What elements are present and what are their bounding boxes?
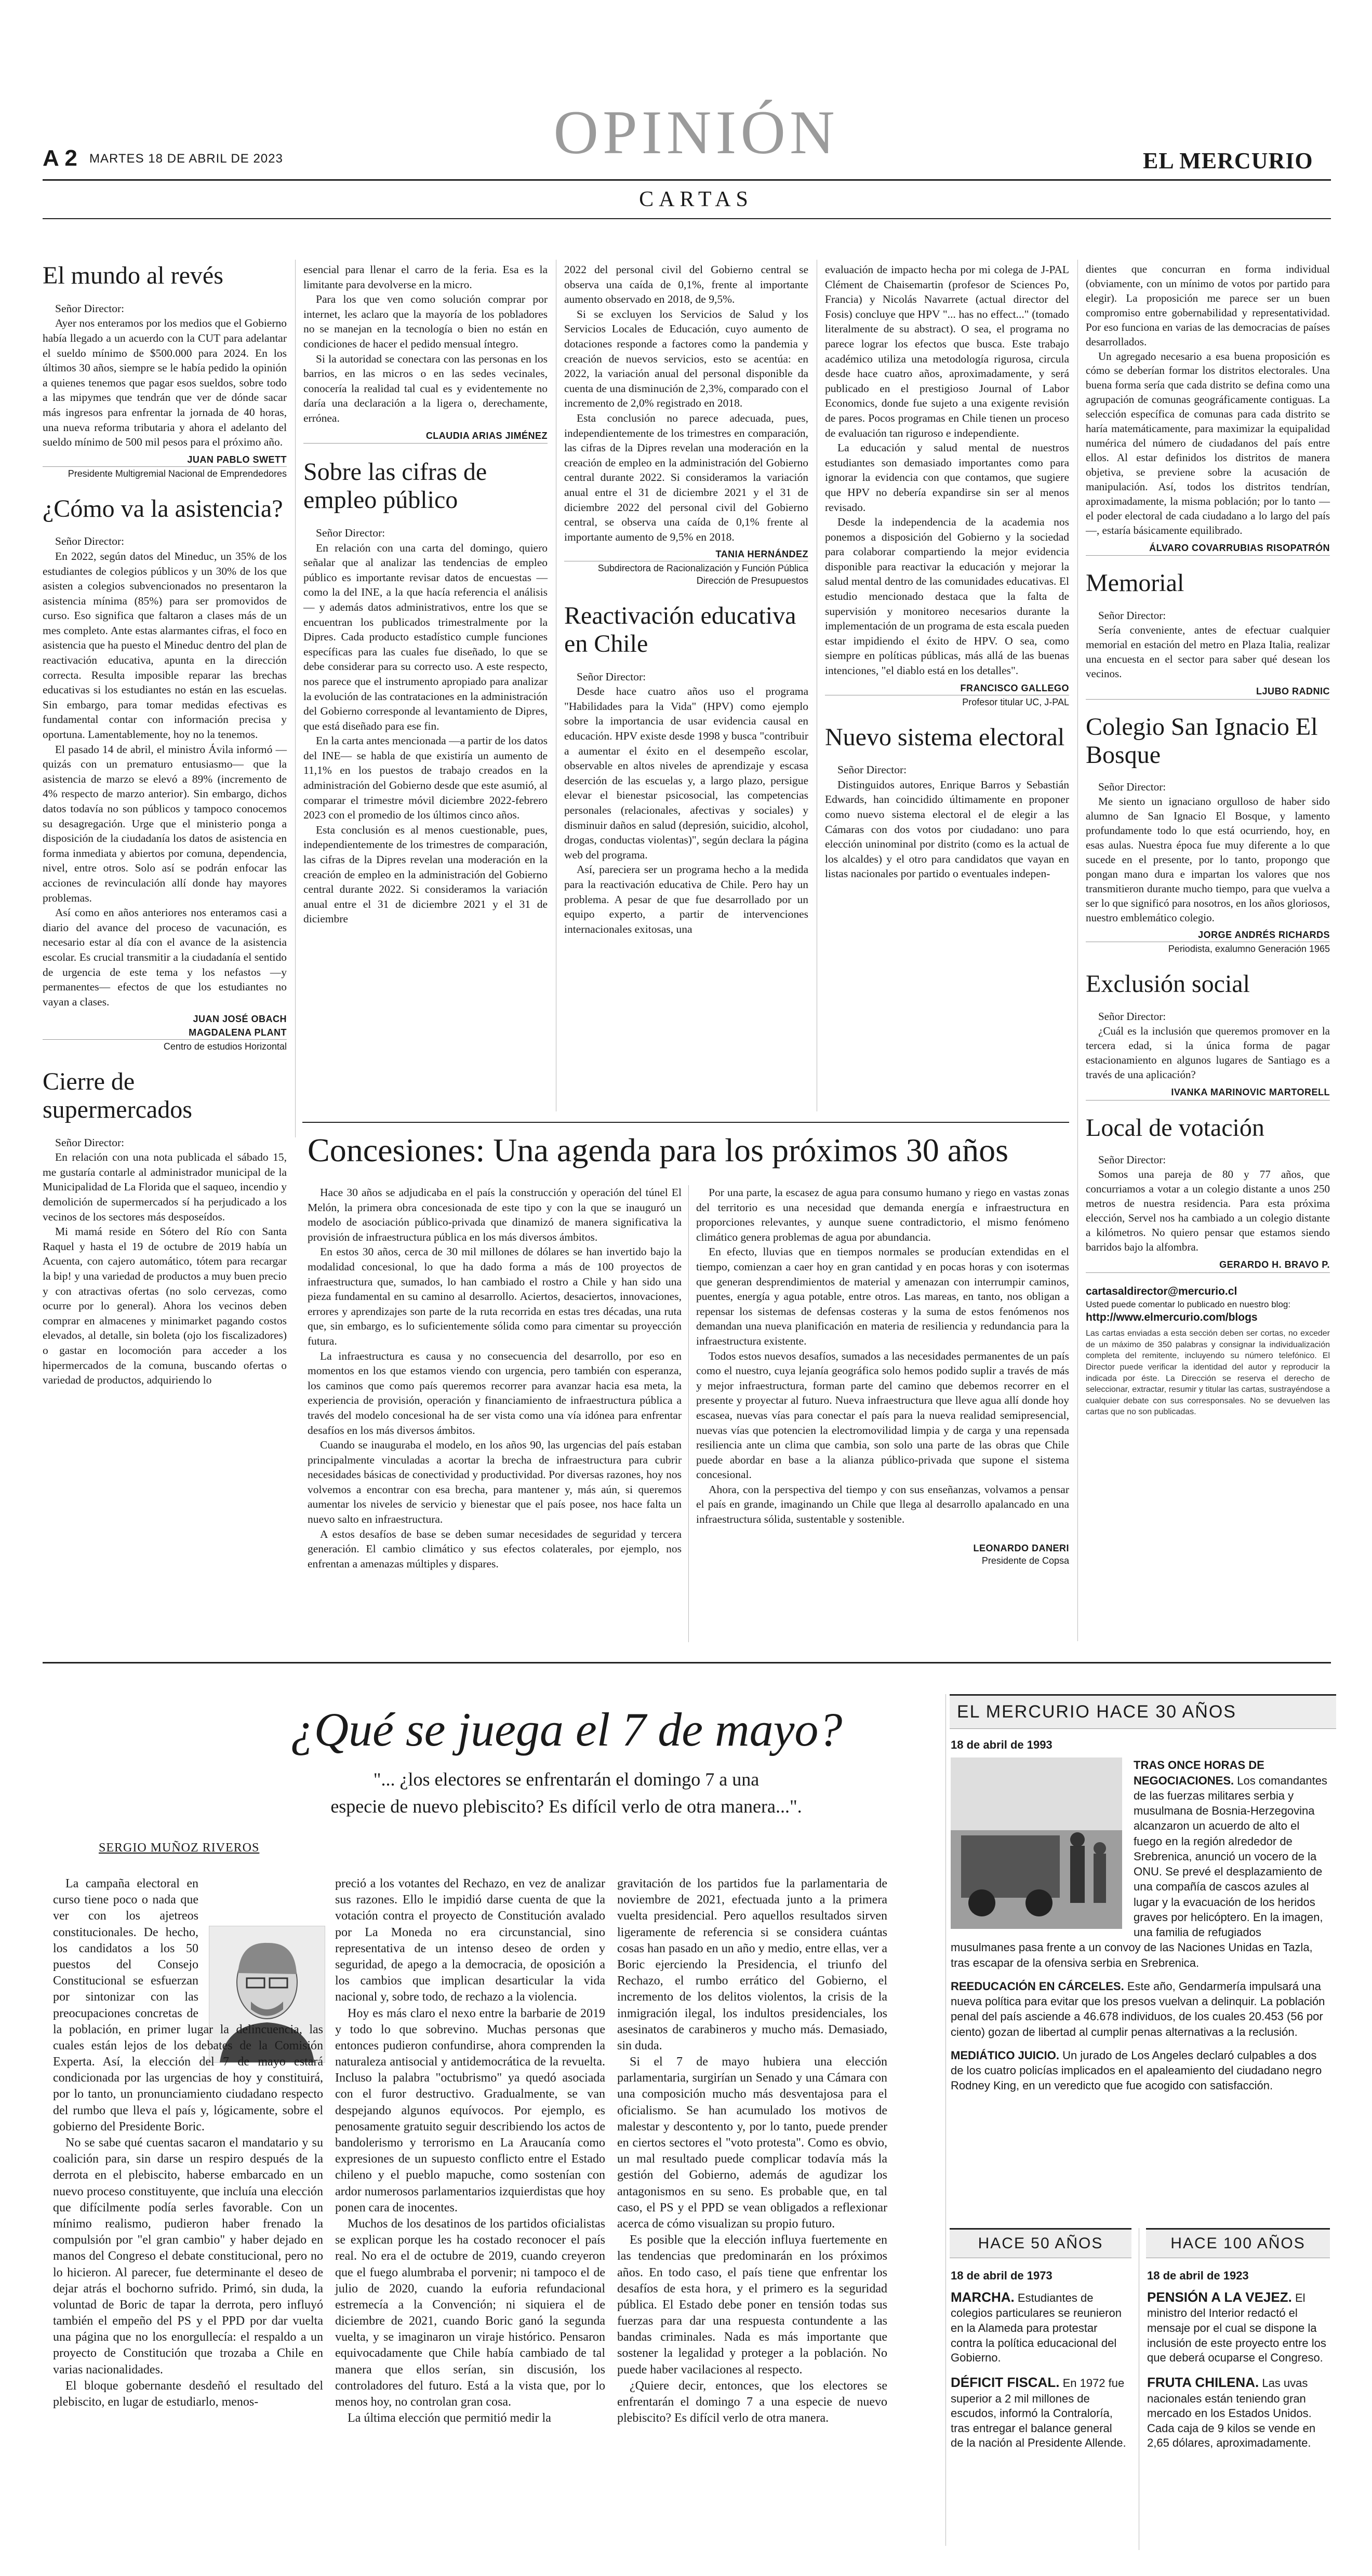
history-text: Un jurado de Los Angeles declaró culpables a dos de los cuatro policías implicados en el apaleamiento del ciudadano negro Rodney King, en un veredicto que fue acogido con satisfacción.: [951, 2048, 1322, 2092]
concesiones-column-2: [696, 1185, 1069, 1567]
article-signature-role: Presidente de Copsa: [981, 1555, 1069, 1566]
history-text: En 1972 fue superior a 2 mil millones de escudos, informó la Contraloría, tras entregar el balance general de la nación al Presidente Allende.: [951, 2376, 1126, 2450]
section-title: OPINIÓN: [553, 98, 839, 167]
article-paragraph: Todos estos nuevos desafíos, sumados a las necesidades permanentes de un país como el nuestro, cuya lejanía geográfica solo hemos podido suplir a través de más y mejor infraestructura, forman parte del camino que debemos recorrer en el presente y proyectar al futuro. Nueva infraestructura que lleve agua allí donde hoy escasea, nuevas vías para conectar el país para la nueva realidad semipresencial, nuevas vías que potencien la electromovilidad limpia y de carga y una repensada resiliencia ante un clima que cambia, son solo una parte de las obras que Chile puede abordar en base a la alianza público-privada que supone el sistema concesional.: [696, 1349, 1069, 1481]
contact-note: Las cartas enviadas a esta sección deben ser cortas, no exceder de un máximo de 350 palabras y consignar la individualización completa del remitente, incluyendo su número telefónico. El Director puede verificar la identidad del autor y reproducir la indicada por éste. La Dirección se reserva el derecho de seleccionar, extractar, resumir y titular las cartas, sustrayéndose a cualquier debate con sus corresponsales. No se devuelven las cartas que no son publicadas.: [1086, 1329, 1330, 1417]
article-paragraph: Por una parte, la escasez de agua para consumo humano y riego en vastas zonas del territorio es una necesidad que demanda energía e infraestructura en proporciones relevantes, y aunque suene contradictorio, el mismo fenómeno climático genera problemas de agua por abundancia.: [696, 1186, 1069, 1243]
section-divider: [43, 1662, 1331, 1663]
letter-signature-role: Periodista, exalumno Generación 1965: [1086, 942, 1330, 956]
letters-column-4: [825, 262, 1069, 881]
letter-paragraph: evaluación de impacto hecha por mi colega de J-PAL Clément de Chaisemartin (profesor de Sciences Po, Francia) y Nicolás Navarrete (actual director del Fosis) concluye que HPV "... has no effect..." (tomado literalmente de su abstract). O sea, el programa no parece lograr los efectos que busca. Este trabajo académico utiliza una metodología rigurosa, circula desde hace cuatro años, aproximadamente, y será publicado en el prestigioso Journal of Labor Economics, donde fue sujeto a una exigente revisión de pares. Pocos programas en Chile tienen un proceso de evaluación tan riguroso e independiente.: [825, 263, 1069, 439]
letter-paragraph: En la carta antes mencionada —a partir de los datos del INE— se habla de que existiría un aumento de 11,1% en los puestos de trabajo creados en la administración del Gobierno desde que este asumió, al comparar el trimestre móvil diciembre 2022-febrero 2023 con el promedio de los últimos cinco años.: [303, 734, 548, 822]
salutation: Señor Director:: [55, 535, 125, 548]
history-30-header: [950, 1694, 1336, 1729]
column-paragraph: La última elección que permitió medir la: [348, 2411, 551, 2425]
salutation: Señor Director:: [55, 302, 125, 315]
salutation: Señor Director:: [1098, 1153, 1166, 1166]
history-date: 18 de abril de 1973: [951, 2269, 1053, 2282]
salutation: Señor Director:: [316, 526, 385, 539]
letter-title: Nuevo sistema electoral: [825, 723, 1065, 751]
column-rule: [295, 260, 296, 1137]
column-paragraph: El bloque gobernante desdeñó el resultado del plebiscito, en lugar de estudiarlo, menos-: [53, 2379, 323, 2409]
column-paragraph: ¿Quiere decir, entonces, que los electores se enfrentarán el domingo 7 a una especie de nuevo plebiscito? Es difícil verlo de otra manera.: [617, 2379, 887, 2425]
history-headline: FRUTA CHILENA.: [1147, 2374, 1259, 2390]
column-paragraph: Hoy es más claro el nexo entre la barbarie de 2019 y todo lo que sobrevino. Muchas personas que entonces pudieron confundirse, ahora comprenden la naturaleza antisocial y antidemocrática de la revuelta. Incluso la palabra "octubrismo" ya quedó asociada con el furor destructivo. Gradualmente, se van despejando algunos equívocos. Por ejemplo, es penosamente gratuito seguir describiendo los actos de bandolerismo y terrorismo en La Araucanía como expresiones de un supuesto conflicto entre el Estado chileno y el pueblo mapuche, como sostenían con ardor numerosos parlamentarios izquierdistas que hoy ponen cara de inocentes.: [335, 2006, 605, 2215]
history-date: 18 de abril de 1993: [951, 1738, 1053, 1751]
letter-paragraph: Me siento un ignaciano orgulloso de haber sido alumno de San Ignacio El Bosque, y lamento profundamente todo lo que está ocurriendo, hoy, en esas aulas. Nuestra época fue muy diferente a lo que sucede en el presente, por lo tanto, propongo que pongan mano dura e impartan los valores que nos transmitieron durante mucho tiempo, para que vuelva a ser lo que significó para nosotros, en los años gloriosos, nuestro emblemático colegio.: [1086, 795, 1330, 924]
column-rule: [1077, 260, 1078, 1641]
letter-paragraph: Esta conclusión no parece adecuada, pues, independientemente de los trimestres en comparación, las cifras de la Dipres revelan una moderación en la creación de empleo en la administración del Gobierno central durante 2022. Si consideramos la variación anual entre el 31 de diciembre 2021 y el 31 de diciembre 2022 del personal civil del Gobierno central, se observa una caída de 0,1% frente al importante aumento de 9,5% en 2018.: [564, 411, 808, 543]
history-text: El ministro del Interior redactó el mensaje por el cual se dispone la inclusión de este proyecto entre los que deberá ocuparse el Congreso.: [1147, 2291, 1326, 2365]
article-title: Concesiones: Una agenda para los próximos 30 años: [308, 1132, 1009, 1169]
column-paragraph: Es posible que la elección influya fuertemente en las tendencias que predominarán en los próximos años. En todo caso, el país tiene que enfrentar los desafíos de esta hora, y el primero es la seguridad pública. El Estado debe poner en tensión todas sus fuerzas para dar una respuesta contundente a las bandas criminales. Nada es más importante que sostener la legalidad y proteger a la población. No puede haber vacilaciones al respecto.: [617, 2233, 887, 2377]
letter-title: Exclusión social: [1086, 970, 1250, 998]
history-headline: TRAS ONCE HORAS DE NEGOCIACIONES.: [1134, 1759, 1264, 1787]
letter-signature: LJUBO RADNIC: [1086, 686, 1330, 700]
history-text: Las uvas nacionales están teniendo gran mercado en los Estados Unidos. Cada caja de 9 kilos se vende en 2,65 dólares, aproximadamente.: [1147, 2376, 1316, 2450]
letter-signature: MAGDALENA PLANT: [189, 1027, 287, 1038]
column-subtitle-line: "... ¿los electores se enfrentarán el domingo 7 a una: [373, 1769, 760, 1790]
letter-paragraph: ¿Cuál es la inclusión que queremos promover en la tercera edad, si la única forma de pagar estacionamiento en algunos lugares de Santiago es a través de una aplicación?: [1086, 1025, 1330, 1081]
history-50-content: [951, 2269, 1127, 2459]
article-paragraph: Hace 30 años se adjudicaba en el país la construcción y operación del túnel El Melón, la primera obra concesionada de este tipo y con la que se inauguró un modelo de asociación público-privada que dinamizó de manera significativa la provisión de infraestructura pública en los más diversos ámbitos.: [308, 1186, 682, 1243]
history-50-title: HACE 50 AÑOS: [978, 2235, 1103, 2252]
letter-signature: JUAN JOSÉ OBACH: [193, 1014, 287, 1025]
quesejuega-column-3: [617, 1876, 887, 2426]
page-number: A 2: [43, 145, 77, 171]
issue-date: MARTES 18 DE ABRIL DE 2023: [89, 152, 283, 166]
letter-signature-role: Subdirectora de Racionalización y Función Pública Dirección de Presupuestos: [564, 561, 808, 587]
article-paragraph: Ahora, con la perspectiva del tiempo y con sus enseñanzas, volvamos a pensar el país en grande, imaginando un Chile que llega al desarrollo apalancado en una infraestructura sólida, sustentable y sostenible.: [696, 1483, 1069, 1526]
history-100-title: HACE 100 AÑOS: [1170, 2235, 1306, 2252]
column-rule: [688, 1185, 689, 1642]
contact-email[interactable]: cartasaldirector@mercurio.cl: [1086, 1285, 1237, 1297]
letter-signature-role: Centro de estudios Horizontal: [43, 1039, 287, 1053]
history-text: Este año, Gendarmería impulsará una nueva política para evitar que los presos vuelvan a delinquir. La población penal del país asciende a 46.678 individuos, de los cuales 20.453 (56 por ciento) gozan de libertad al cumplir penas alternativas a la reclusión.: [951, 1979, 1325, 2038]
photo-illustration: [951, 1757, 1122, 1929]
column-paragraph: preció a los votantes del Rechazo, en vez de analizar sus razones. Ello le impidió darse cuenta de que la votación contra el proyecto de Constitución avalado por La Moneda no era circunstancial, sino representativa de un intenso deseo de orden y seguridad, de apego a la democracia, de oposición a los cambios que implican desarticular la vida nacional y, sobre todo, de rechazo a la violencia.: [335, 1877, 605, 2004]
column-title: ¿Qué se juega el 7 de mayo?: [290, 1703, 843, 1756]
letter-paragraph: Sería conveniente, antes de efectuar cualquier memorial en estación del metro en Plaza Italia, realizar una encuesta en el sector para saber qué desean los vecinos.: [1086, 624, 1330, 680]
letter-paragraph: La educación y salud mental de nuestros estudiantes son demasiado importantes como para ignorar la evidencia con que contamos, que sugiere que HPV no debería expandirse sin ser al menos revisado.: [825, 441, 1069, 514]
letters-column-1: [43, 254, 287, 1388]
letter-paragraph: 2022 del personal civil del Gobierno central se observa una caída de 0,1%, frente al importante aumento observado en 2018, de 9,5%.: [564, 263, 808, 306]
history-date: 18 de abril de 1923: [1147, 2269, 1249, 2282]
letter-paragraph: Así como en años anteriores nos enteramos casi a diario del avance del proceso de vacunación, es necesario estar al día con el avance de la asistencia escolar. Es crucial transmitir a la ciudadanía el sentido de urgencia de este tema y los nefastos —y permanentes— efectos de que los estudiantes no vayan a clases.: [43, 906, 287, 1008]
salutation: Señor Director:: [577, 670, 646, 683]
column-subtitle: [197, 1766, 935, 1820]
column-paragraph: gravitación de los partidos fue la parlamentaria de noviembre de 2021, efectuada junto a la primera vuelta presidencial. Pero aquellos resultados sirven ligeramente de referencia si se considera cuántas cosas han pasado en un año y medio, entre ellas, ver a Boric ejerciendo la Presidencia, el triunfo del Rechazo, el rumbo errático del Gobierno, el incremento de los delitos violentos, la crisis de la inmigración ilegal, los indultos presidenciales, los asesinatos de carabineros y mucho más. Demasiado, sin duda.: [617, 1877, 887, 2052]
article-rule: [302, 1122, 1069, 1123]
history-headline: DÉFICIT FISCAL.: [951, 2374, 1060, 2390]
history-30-content: [951, 1737, 1329, 2102]
letter-title: Local de votación: [1086, 1113, 1264, 1142]
letter-title: Sobre las cifras de empleo público: [303, 458, 487, 514]
salutation: Señor Director:: [1098, 781, 1166, 794]
history-100-header: [1146, 2228, 1330, 2258]
letters-column-2: [303, 262, 548, 927]
letter-paragraph: Desde hace cuatro años uso el programa "Habilidades para la Vida" (HPV) como ejemplo sobre la importancia de usar evidencia causal en educación. HPV existe desde 1998 y busca "contribuir a aumentar el éxito en el desempeño escolar, observable en altos niveles de aprendizaje y escasa deserción de las escuelas y, a largo plazo, persigue elevar el bienestar psicosocial, las competencias personales (relacionales, afectivas y sociales) y disminuir daños en salud (depresión, suicidio, alcohol, drogas, conductas violentas)", según declara la página web del programa.: [564, 685, 808, 861]
letter-title: ¿Cómo va la asistencia?: [43, 494, 283, 522]
letter-title: Colegio San Ignacio El Bosque: [1086, 713, 1318, 769]
letters-column-5: [1086, 262, 1330, 1418]
column-paragraph: Si el 7 de mayo hubiera una elección parlamentaria, surgirían un Senado y una Cámara con una composición mucho más desventajosa para el oficialismo. Se han acumulado los motivos de malestar y descontento y, por lo tanto, puede prender en ciertos sectores el "voto protesta". Como es obvio, un mal resultado puede complicar todavía más la gestión del Gobierno, además de agudizar los antagonismos en su seno. Es probable que, en tal caso, el PS y el PPD se vean obligados a reflexionar acerca de cómo visualizan su propio futuro.: [617, 2055, 887, 2231]
letter-title: Cierre de supermercados: [43, 1068, 192, 1123]
history-50-header: [950, 2228, 1131, 2258]
history-headline: MEDIÁTICO JUICIO.: [951, 2048, 1060, 2062]
letter-signature: ÁLVARO COVARRUBIAS RISOPATRÓN: [1086, 542, 1330, 556]
letter-title: El mundo al revés: [43, 262, 223, 289]
contact-blog-link[interactable]: http://www.elmercurio.com/blogs: [1086, 1311, 1258, 1324]
salutation: Señor Director:: [837, 763, 907, 776]
history-text: Los comandantes de las fuerzas militares serbia y musulmana de Bosnia-Herzegovina alcanzaron un acuerdo de alto el fuego en la región alrededor de Srebrenica, anunció un vocero de la ONU. Se prevé el desplazamiento de una compañía de cascos azules al lugar y la evacuación de los heridos graves por helicóptero. En la imagen, una familia de refugiados musulmanes pasa frente a un convoy de las Naciones Unidas en Tazla, tras escapar de la ofensiva serbia en Srebrenica.: [951, 1774, 1327, 1969]
letter-paragraph: Mi mamá reside en Sótero del Río con Santa Raquel y hasta el 19 de octubre de 2019 había un Acuenta, con cajero automático, tótem para recargar la bip! y una variedad de productos a muy buen precio y con atractivas ofertas (no solo cervezas, como ocurre por lo general). Ahora los vecinos deben comprar en almacenes y minimarket pagando costos elevados, al detalle, sin boleta (ojo los fiscalizadores) o gastar en locomoción para acceder a los hipermercados de la comuna, buscando ofertas o variedad de productos, adquiriendo lo: [43, 1225, 287, 1387]
letter-signature: TANIA HERNÁNDEZ: [715, 549, 808, 560]
letters-column-3: [564, 262, 808, 936]
letter-paragraph: dientes que concurran en forma individual (obviamente, con un mínimo de votos por partido para elegir). La proposición me parece ser un buen compromiso entre gobernabilidad y representatividad. Por eso funciona en varias de las democracias de países desarrollados.: [1086, 263, 1330, 348]
article-signature: LEONARDO DANERI: [973, 1542, 1069, 1553]
letter-paragraph: Ayer nos enteramos por los medios que el Gobierno había llegado a un acuerdo con la CUT para adelantar el sueldo mínimo de $500.000 para 2024. En los últimos 30 años, siempre se le había pedido la opinión a quienes tenemos que pagar esos sueldos, sobre todo a las mipymes que tendrán que ver de dónde sacar más ingresos para enfrentar la jornada de 40 horas, una nueva reforma tributaria y ahora el adelanto del sueldo mínimo de 500 mil pesos para el próximo año.: [43, 317, 287, 449]
letter-signature-role: Presidente Multigremial Nacional de Emprendedores: [43, 466, 287, 480]
concesiones-column-1: [308, 1185, 682, 1571]
column-paragraph: La campaña electoral en curso tiene poco o nada que ver con los ajetreos constitucionales. De hecho, los candidatos a los 50 puestos del Consejo Constitucional se esfuerzan por sintonizar con las preocupaciones concretas de la población, en primer lugar la delincuencia, las cuales están lejos de los debates de la Comisión Experta. Así, la elección del 7 de mayo estará condicionada por las urgencias de hoy y constituirá, por lo tanto, un pronunciamiento ciudadano respecto del rumbo que lleva el país y, lógicamente, sobre el gobierno del Presidente Boric.: [53, 1877, 323, 2134]
letter-title: Reactivación educativa en Chile: [564, 602, 796, 658]
column-paragraph: Muchos de los desatinos de los partidos oficialistas se explican porque les ha costado reconocer el país real. No era el de octubre de 2019, cuando creyeron que el fuego alumbraba el porvenir; ni tampoco el de julio de 2020, cuando la euforia refundacional estremecía a la Convención; ni siquiera el de diciembre de 2021, cuando Boric ganó la segunda vuelta, y se imaginaron un viraje histórico. Pensaron equivocadamente que Chile había cambiado de tal manera que ellos serían, sin discusión, los controladores del futuro. Está a la vista que, por lo menos hoy, no controlan gran cosa.: [335, 2217, 605, 2409]
history-text: Estudiantes de colegios particulares se reunieron en la Alameda para protestar contra la política educacional del Gobierno.: [951, 2291, 1122, 2365]
letter-paragraph: El pasado 14 de abril, el ministro Ávila informó —quizás con un prematuro entusiasmo— que la asistencia de marzo se elevó a 89% (incremento de 4% respecto de marzo anterior). Sin embargo, dichos datos todavía no son públicos y tampoco conocemos su desagregación. Urge que el ministerio ponga a disposición de la ciudadanía los datos de asistencia en forma inmediata y abiertos por comuna, dependencia, nivel, entre otros. Solo así se podrán enfocar las acciones de revinculación allí donde hay mayores problemas.: [43, 743, 287, 904]
letter-signature: IVANKA MARINOVIC MARTORELL: [1086, 1086, 1330, 1101]
history-headline: PENSIÓN A LA VEJEZ.: [1147, 2289, 1292, 2305]
letter-paragraph: Esta conclusión es al menos cuestionable, pues, independientemente de los trimestres de comparación, las cifras de la Dipres revelan una moderación en la creación de empleo en la administración del Gobierno central durante 2022. Si consideramos la variación anual entre el 31 de diciembre 2021 y el 31 de diciembre: [303, 823, 548, 925]
letter-signature: CLAUDIA ARIAS JIMÉNEZ: [303, 430, 548, 444]
letter-paragraph: Si la autoridad se conectara con las personas en los barrios, en las micros o en las sedes vecinales, conocería la realidad tal cual es y evidentemente no daría una declaración a la ligera o, derechamente, errónea.: [303, 352, 548, 424]
salutation: Señor Director:: [1098, 609, 1166, 622]
letter-signature: GERARDO H. BRAVO P.: [1086, 1259, 1330, 1273]
history-100-content: [1147, 2269, 1329, 2459]
quesejuega-column-2: [335, 1876, 605, 2426]
article-paragraph: La infraestructura es causa y no consecuencia del desarrollo, por eso en momentos en los que estamos viendo con urgencia, pero también con esperanza, los caminos que como país queremos recorrer para avanzar hacia esa meta, la experiencia de provisión, operación y financiamiento de infraestructura pública a través del modelo concesional ha de ser vista como una vía idónea para enfrentar desafíos en los más diversos ámbitos.: [308, 1349, 682, 1437]
column-subtitle-line: especie de nuevo plebiscito? Es difícil verlo de otra manera...".: [330, 1796, 802, 1817]
letter-paragraph: Para los que ven como solución comprar por internet, les aclaro que la mayoría de los pobladores no se manejan en la tecnología o bien no están en condiciones de hacer el pedido mensual íntegro.: [303, 293, 548, 350]
letter-paragraph: Desde la independencia de la academia nos ponemos a disposición del Gobierno y la sociedad para colaborar compartiendo la mejor evidencia disponible para reactivar la educación y mejorar la salud mental dentro de las comunidades educativas. El estudio mencionado destaca que la falta de supervisión y monitoreo necesarios durante la implementación de un programa de esta escala pueden estar impidiendo el éxito de HPV. O sea, como siempre en políticas públicas, más allá de las buenas intenciones, "el diablo está en los detalles".: [825, 516, 1069, 677]
letter-paragraph: Si se excluyen los Servicios de Salud y los Servicios Locales de Educación, cuyo aumento de dotaciones responde a factores como la pandemia y creación de nuevos servicios, esto se acentúa: en 2022, la variación anual del personal disponible da cuenta de una disminución de 2,3%, comparado con el incremento de 2,0% registrado en 2018.: [564, 307, 808, 410]
column-paragraph: No se sabe qué cuentas sacaron el mandatario y su coalición para, sin darse un respiro después de la derrota en el plebiscito, haberse embarcado en un nuevo proceso constituyente, que incluía una elección que difícilmente podía serles favorable. Con un mínimo realismo, pudieron haber frenado la compulsión por "el gran cambio" y haber dejado en manos del Congreso el debate constitucional, pero no lo hicieron. Al parecer, fue determinante el deseo de dejar atrás el bochorno sufrido. Primó, sin duda, la voluntad de Boric de tapar la derrota, pero influyó también el empeño del PS y el PPD por dar vuelta una página que no los enorgullecía: el respaldo a un proyecto de Constitución que trozaba a Chile en varias nacionalidades.: [53, 2136, 323, 2377]
letter-paragraph: En 2022, según datos del Mineduc, un 35% de los estudiantes de colegios públicos y un 30% de los que asisten a colegios subvencionados no presentaron la asistencia mínima (85%) para ser promovidos de curso. Eso significa que faltaron a clases más de un mes completo. Ante estas alarmantes cifras, el foco en asistencia que ha puesto el Mineduc dentro del plan de reactivación educativa, apunta en la dirección correcta. Resulta imposible reparar las brechas educativas si los estudiantes no están en las escuelas. Sin embargo, para tomar medidas efectivas es fundamental contar con información precisa y oportuna. Lamentablemente, hoy no la tenemos.: [43, 549, 287, 741]
letter-paragraph: Distinguidos autores, Enrique Barros y Sebastián Edwards, han coincidido últimamente en proponer como nuevo sistema electoral el de elegir a las Cámaras con dos votos por ciudadano: uno para elección uninominal por distrito (como es la actual de los alcaldes) y el otro para candidatos que vayan en listas nacionales por partido o eventuales indepen-: [825, 778, 1069, 880]
letter-signature: JUAN PABLO SWETT: [187, 454, 287, 465]
contact-blog-intro: Usted puede comentar lo publicado en nuestro blog:: [1086, 1299, 1291, 1309]
article-paragraph: A estos desafíos de base se deben sumar necesidades de seguridad y tercera generación. El cambio climático y sus efectos colaterales, por ejemplo, nos enfrentan a amenazas múltiples y dispares.: [308, 1527, 682, 1570]
salutation: Señor Director:: [55, 1136, 125, 1149]
history-headline: REEDUCACIÓN EN CÁRCELES.: [951, 1979, 1124, 1993]
article-paragraph: En estos 30 años, cerca de 30 mil millones de dólares se han invertido bajo la modalidad concesional, lo que ha dado forma a más de 100 proyectos de infraestructura que, sumados, lo han cambiado el rostro a Chile y han sido una pieza fundamental en su camino al desarrollo. Aciertos, desaciertos, innovaciones, errores y aprendizajes son parte de la ruta recorrida en estas tres décadas, una ruta que, sin embargo, es lo suficientemente sólida como para cimentar su proyección futura.: [308, 1245, 682, 1347]
column-author: SERGIO MUÑOZ RIVEROS: [99, 1841, 260, 1855]
quesejuega-column-1: [53, 1876, 323, 2410]
newspaper-brand: EL MERCURIO: [1143, 148, 1313, 173]
history-photo: [951, 1757, 1122, 1929]
history-30-title: EL MERCURIO HACE 30 AÑOS: [957, 1702, 1236, 1722]
header-rule: [43, 179, 1331, 181]
article-paragraph: Cuando se inauguraba el modelo, en los años 90, las urgencias del país estaban principalmente vinculadas a acortar la brecha de infraestructura para cubrir necesidades básicas de conectividad y productividad. Por diversas razones, hoy nos volvemos a encontrar con esa brecha, para mantener y, más aún, si queremos aumentar los niveles de servicio y bienestar que el país posee, nos hace falta un nuevo salto en infraestructura.: [308, 1439, 682, 1526]
letter-paragraph: En relación con una nota publicada el sábado 15, me gustaría contarle al administrador municipal de la Municipalidad de La Florida que el saqueo, incendio y demolición de supermercados sí ha perjudicado a los vecinos de los sectores más desposeídos.: [43, 1151, 287, 1223]
letter-paragraph: En relación con una carta del domingo, quiero señalar que al analizar las tendencias de empleo público es importante revisar datos de encuestas —como la del INE, a la que hacía referencia el análisis— y además datos administrativos, entre los que se encuentran los publicados trimestralmente por la Dipres. Cada producto estadístico cumple funciones específicas para las cuales fue diseñado, lo que se debe considerar para su correcto uso. A este respecto, nos parece que el instrumento apropiado para analizar la evolución de las contrataciones en la administración del Gobierno corresponde al levantamiento de Dipres, que está diseñado para ese fin.: [303, 541, 548, 732]
article-paragraph: En efecto, lluvias que en tiempos normales se producían extendidas en el tiempo, comienzan a caer hoy en gran cantidad y en pocas horas y con isotermas que generan desprendimientos de material y amenazan con interrumpir caminos, puentes, energía y agua potable, entre otros. Las mareas, en tanto, nos obligan a repensar los sistemas de defensas costeras y la suma de estos fenómenos nos demandan una nueva planificación en materia de resiliencia y redundancia para la infraestructura existente.: [696, 1245, 1069, 1347]
letter-paragraph: esencial para llenar el carro de la feria. Esa es la limitante para devolverse en la micro.: [303, 263, 548, 291]
header-rule-2: [43, 218, 1331, 219]
subsection-title: CARTAS: [639, 187, 753, 211]
letter-signature: FRANCISCO GALLEGO: [960, 682, 1069, 693]
salutation: Señor Director:: [1098, 1010, 1166, 1023]
history-headline: MARCHA.: [951, 2289, 1015, 2305]
letter-paragraph: Un agregado necesario a esa buena proposición es cómo se deberían formar los distritos electorales. Una buena forma sería que cada distrito se defina como una agrupación de comunas geográficamente contiguas. La selección específica de comunas para cada distrito se haría matemáticamente, para maximizar la equipalidad numérica del número de ciudadanos del país entre ellos. Al estar definidos los distritos de manera objetiva, se previene sobre la acusación de manipulación. Así, todos los distritos tendrían, aproximadamente, la misma población; por lo tanto —el poder electoral de cada ciudadano a lo largo del país—, estaría básicamente equilibrado.: [1086, 350, 1330, 536]
letter-paragraph: Así, pareciera ser un programa hecho a la medida para la reactivación educativa de Chile. Pero hay un problema. A pesar de que fue desarrollado por un equipo experto, a partir de intervenciones internacionales exitosas, una: [564, 863, 808, 935]
letter-title: Memorial: [1086, 569, 1184, 597]
letter-paragraph: Somos una pareja de 80 y 77 años, que concurriamos a votar a un colegio distante a unos 250 metros de nuestra residencia. Para esta próxima elección, Servel nos ha cambiado a un colegio distante a kilómetros. No quiero pensar que estamos siendo barridos bajo la alfombra.: [1086, 1168, 1330, 1253]
letter-signature: JORGE ANDRÉS RICHARDS: [1198, 930, 1330, 941]
letter-signature-role: Profesor titular UC, J-PAL: [825, 695, 1069, 709]
